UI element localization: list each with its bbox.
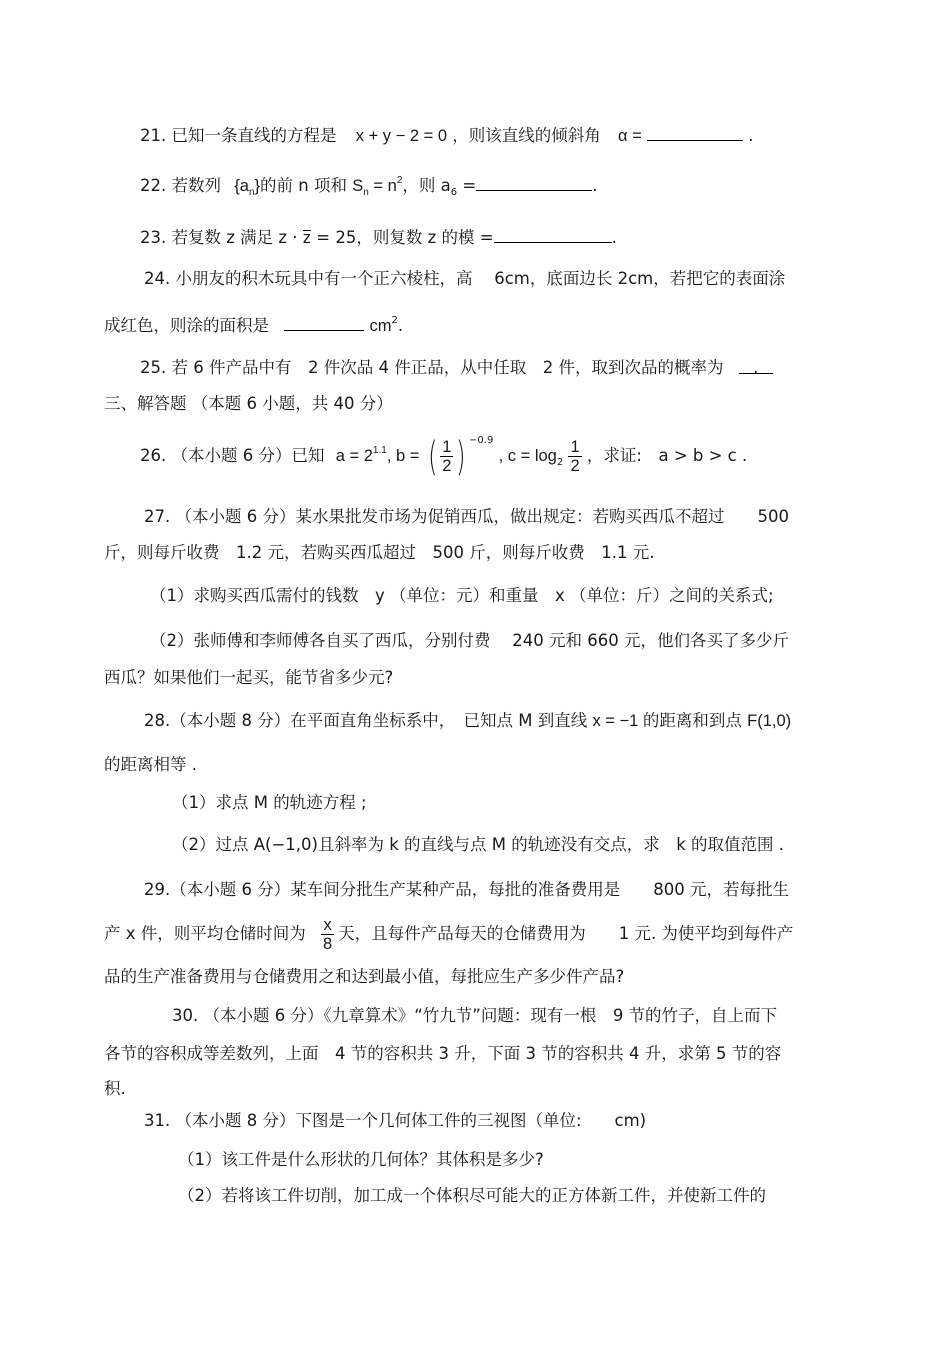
question-29-line1: 29.（本小题 6 分）某车间分批生产某种产品，每批的准备费用是 800 元，若每批生 (144, 880, 789, 899)
exponent: 2 (391, 315, 398, 326)
question-30-line2: 各节的容积成等差数列，上面 4 节的容积共 3 升，下面 3 节的容积共 4 升，求第 5 节的容 (104, 1044, 782, 1063)
question-24-line1: 24. 小朋友的积木玩具中有一个正六棱柱，高 6cm，底面边长 2cm，若把它的表面涂 (144, 269, 786, 288)
q28-text: 28.（本小题 8 分）在平面直角坐标系中， 已知点 M 到直线 (144, 711, 588, 730)
fraction-half (440, 438, 453, 475)
q28-point-f: F(1,0) (747, 712, 792, 730)
q25-text: 25. 若 6 件产品中有 2 件次品 4 件正品，从中任取 2 件，取到次品的概率为 (140, 358, 724, 377)
unit-cm: cm (369, 317, 392, 335)
question-27-line5: 西瓜？如果他们一起买，能节省多少元? (104, 668, 394, 687)
question-27-line2: 斤，则每斤收费 1.2 元，若购买西瓜超过 500 斤，则每斤收费 1.1 元. (104, 543, 655, 562)
q22-number: 22. (140, 176, 167, 195)
period: . (753, 358, 759, 377)
q23-text: 若复数 z 满足 z · (171, 228, 298, 247)
answer-blank (284, 314, 364, 331)
q21-text-mid: ，则该直线的倾斜角 (452, 126, 601, 145)
q26-text-post: ，求证: a > b > c . (586, 446, 748, 465)
log-base: 2 (556, 457, 564, 468)
fraction-half (568, 438, 581, 475)
question-22 (140, 174, 597, 197)
question-30-line1: 30. （本小题 6 分）《九章算术》“竹九节”问题：现有一根 9 节的竹子，自上而下 (172, 1006, 778, 1025)
q29-text-2: 天，且每件产品每天的仓储费用为 1 元. 为使平均到每件产 (338, 924, 794, 943)
q22-text-mid: 的前 n 项和 (260, 176, 347, 195)
eq: = n (373, 177, 397, 195)
q23-text-mid: = 25，则复数 z 的模 = (316, 228, 494, 247)
subscript-n: n (248, 187, 255, 198)
exponent: 2 (396, 175, 403, 186)
period: . (592, 176, 598, 195)
period: . (397, 316, 404, 335)
left-paren: ( (427, 433, 438, 480)
denominator: 8 (323, 935, 333, 953)
exponent: 1.1 (372, 445, 387, 456)
numerator: 1 (570, 438, 580, 456)
right-paren: ) (456, 433, 466, 480)
q23-number: 23. (140, 228, 167, 247)
period: . (611, 228, 617, 247)
question-31-line1: 31. （本小题 8 分）下图是一个几何体工件的三视图（单位: cm) (144, 1111, 647, 1130)
s-symbol: S (352, 177, 364, 195)
question-31-part1: （1）该工件是什么形状的几何体？其体积是多少? (178, 1150, 544, 1169)
q28-line-eq: x = −1 的距离和到点 (592, 712, 742, 730)
c-expr: , c = log (498, 447, 557, 465)
q24-text: 成红色，则涂的面积是 (104, 316, 269, 335)
q21-equation: x + y − 2 = 0 (355, 127, 448, 145)
q26-text: 26. （本小题 6 分）已知 (140, 446, 325, 465)
question-28-line2: 的距离相等 . (104, 755, 197, 774)
question-28-part1: （1）求点 M 的轨迹方程 ; (172, 793, 367, 812)
answer-blank (494, 226, 612, 243)
a-expr: a = 2 (335, 447, 373, 465)
question-30-line3: 积. (104, 1079, 126, 1098)
question-27-part1: （1）求购买西瓜需付的钱数 y （单位：元）和重量 x （单位：斤）之间的关系式; (150, 586, 774, 605)
question-28-part2: （2）过点 A(−1,0)且斜率为 k 的直线与点 M 的轨迹没有交点，求 k 的取值范围 . (172, 835, 785, 854)
q29-text: 产 x 件，则平均仓储时间为 (104, 924, 306, 943)
q21-alpha: α = (618, 127, 642, 145)
numerator: x (321, 916, 334, 935)
q21-number: 21. (140, 126, 167, 145)
subscript-n: n (363, 187, 369, 198)
question-23 (140, 226, 617, 249)
a-symbol: a (239, 177, 249, 195)
question-27-part2: （2）张师傅和李师傅各自买了西瓜，分别付费 240 元和 660 元，他们各买了多少斤 (150, 631, 789, 650)
q22-sn (352, 175, 403, 198)
eq: = (462, 176, 477, 195)
question-26 (140, 433, 748, 480)
q26-a (336, 447, 387, 465)
q21-text: 已知一条直线的方程是 (171, 126, 337, 145)
period: . (748, 126, 754, 145)
question-27-line1: 27. （本小题 6 分）某水果批发市场为促销西瓜，做出规定：若购买西瓜不超过 500 (144, 507, 789, 526)
question-25 (140, 357, 773, 379)
denominator: 2 (570, 457, 580, 475)
question-29-line2 (104, 914, 793, 954)
q22-then: ，则 a (402, 176, 451, 195)
answer-blank (647, 124, 743, 141)
q22-text: 若数列 (171, 176, 221, 195)
numerator: 1 (442, 438, 452, 456)
b-expr: , b = (386, 447, 420, 465)
question-28-line1 (144, 710, 791, 732)
exponent: −0.9 (469, 435, 494, 446)
q22-sequence: $\{a_n\}$ (234, 177, 261, 198)
subscript-6: 6 (450, 187, 458, 198)
question-29-line3: 品的生产准备费用与仓储费用之和达到最小值，每批应生产多少件产品? (104, 967, 625, 986)
section-heading: 三、解答题 （本题 6 小题，共 40 分） (104, 394, 393, 413)
denominator: 2 (442, 457, 452, 475)
z-conjugate: z (302, 229, 312, 247)
question-21 (140, 124, 754, 147)
answer-blank (476, 174, 592, 191)
question-31-part2: （2）若将该工件切削，加工成一个体积尽可能大的正方体新工件，并使新工件的 (178, 1186, 766, 1205)
answer-blank (739, 357, 773, 377)
fraction-x-over-8 (321, 916, 334, 953)
question-24-line2 (104, 314, 403, 337)
